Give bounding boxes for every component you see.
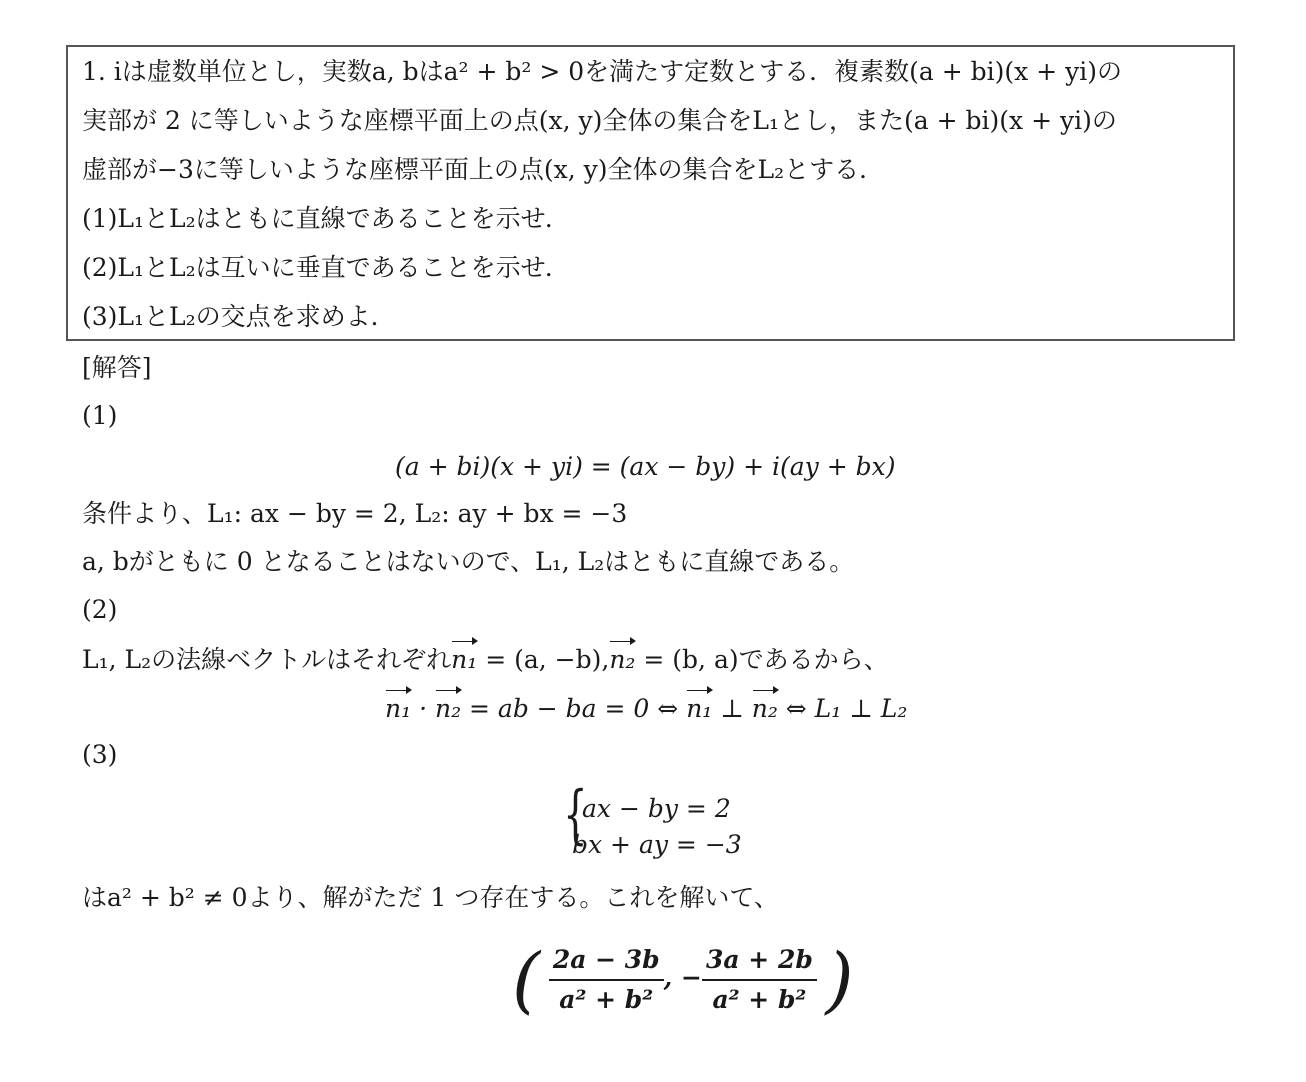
- right-paren: ): [825, 937, 854, 1022]
- left-paren: (: [512, 937, 541, 1022]
- problem-line-3: 虚部が−3に等しいような座標平面上の点(x, y)全体の集合をL₂とする．: [82, 155, 885, 184]
- n2-value: = (b, a)であるから、: [635, 645, 889, 674]
- eq-end: ⇔ L₁ ⊥ L₂: [777, 694, 908, 723]
- part1-line-2: a, bがともに 0 となることはないので、L₁, L₂はともに直線である。: [82, 547, 855, 576]
- result-num-y: 3a + 2b: [702, 941, 817, 981]
- eq-middle: = ab − ba = 0 ⇔: [461, 694, 687, 723]
- part2-text: L₁, L₂の法線ベクトルはそれぞれ: [82, 645, 452, 674]
- result-num-x: 2a − 3b: [549, 941, 664, 981]
- problem-line-4: (1)L₁とL₂はともに直線であることを示せ．: [82, 204, 570, 233]
- system-eq-1: ax − by = 2: [582, 794, 731, 823]
- problem-line-6: (3)L₁とL₂の交点を求めよ．: [82, 302, 396, 331]
- problem-line-1: 1. iは虚数単位とし，実数a, bはa² + b² > 0を満たす定数とする．複素数(a + bi)(x + yi)の: [82, 57, 1122, 86]
- part1-equation: (a + bi)(x + yi) = (ax − by) + i(ay + bx): [395, 452, 896, 481]
- part1-line-1: 条件より、L₁: ax − by = 2, L₂: ay + bx = −3: [82, 499, 628, 528]
- eq-n1-a: n₁: [385, 692, 411, 726]
- answer-heading: [解答]: [82, 353, 152, 382]
- system-brace: {: [563, 778, 588, 852]
- normal-vector-n1: n₁: [451, 643, 477, 677]
- part3-label: (3): [82, 740, 118, 769]
- result-separator: , −: [663, 963, 702, 992]
- problem-box: [66, 45, 1235, 341]
- problem-line-5: (2)L₁とL₂は互いに垂直であることを示せ．: [82, 253, 570, 282]
- eq-n1-b: n₁: [686, 692, 712, 726]
- eq-n2-a: n₂: [435, 692, 461, 726]
- normal-vector-n2: n₂: [609, 643, 635, 677]
- eq-dot: ·: [411, 694, 435, 723]
- part3-line: はa² + b² ≠ 0より、解がただ 1 つ存在する。これを解いて、: [82, 883, 779, 912]
- result-fraction-y: [702, 941, 817, 1019]
- result-den-x: a² + b²: [559, 984, 654, 1014]
- eq-n2-b: n₂: [752, 692, 778, 726]
- result-fraction-x: [549, 941, 664, 1019]
- n1-value: = (a, −b),: [477, 645, 610, 674]
- part2-line-1: [82, 643, 889, 677]
- result-den-y: a² + b²: [712, 984, 807, 1014]
- part2-label: (2): [82, 595, 118, 624]
- part1-label: (1): [82, 401, 118, 430]
- result-point: [512, 937, 854, 1022]
- part2-equation: [385, 692, 907, 726]
- system-eq-2: bx + ay = −3: [572, 830, 742, 859]
- problem-line-2: 実部が 2 に等しいような座標平面上の点(x, y)全体の集合をL₁とし，また(a + bi)(x + yi)の: [82, 106, 1117, 135]
- eq-perp: ⊥: [712, 694, 752, 723]
